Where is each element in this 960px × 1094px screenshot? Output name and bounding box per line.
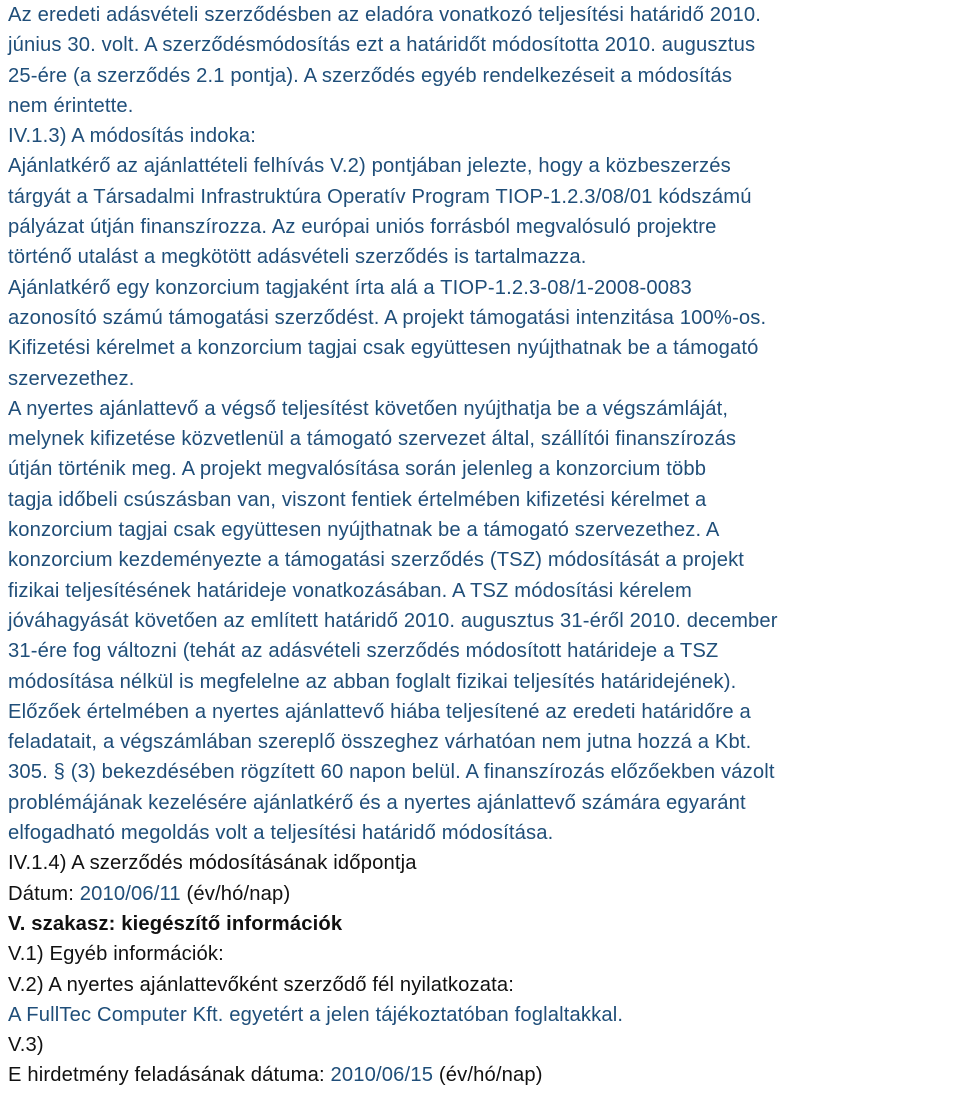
body-text-line: konzorcium kezdeményezte a támogatási szerződés (TSZ) módosítását a projekt — [8, 549, 745, 572]
body-text-line: Ajánlatkérő az ajánlattételi felhívás V.2) pontjában jelezte, hogy a közbeszerzés — [8, 155, 731, 178]
body-text-line: 305. § (3) bekezdésében rögzített 60 napon belül. A finanszírozás előzőekben vázolt — [8, 761, 775, 784]
body-text-line: azonosító számú támogatási szerződést. A projekt támogatási intenzitása 100%-os. — [8, 306, 767, 329]
section-v3-label: V.3) — [8, 1034, 44, 1057]
contract-modification-body — [8, 0, 952, 848]
date-format: (év/hó/nap) — [180, 882, 291, 905]
body-text-line: melynek kifizetése közvetlenül a támogató szervezet által, szállítói finanszírozás — [8, 428, 737, 451]
publication-date-format: (év/hó/nap) — [433, 1064, 543, 1087]
publication-date-value: 2010/06/15 — [330, 1064, 434, 1087]
body-text-line: Ajánlatkérő egy konzorcium tagjaként írta alá a TIOP-1.2.3-08/1-2008-0083 — [8, 276, 692, 299]
section-v1-label: V.1) Egyéb információk: — [8, 943, 224, 966]
section-v2-label: V.2) A nyertes ajánlattevőként szerződő fél nyilatkozata: — [8, 973, 515, 996]
publication-date-label: E hirdetmény feladásának dátuma: — [8, 1064, 331, 1087]
body-text-line: konzorcium tagjai csak együttesen nyújthatnak be a támogató szervezethez. A — [8, 519, 720, 542]
section-iv-1-4-heading: IV.1.4) A szerződés módosításának időpontja — [8, 852, 417, 875]
body-text-line: elfogadható megoldás volt a teljesítési határidő módosítása. — [8, 822, 554, 845]
body-text-line: problémájának kezelésére ajánlatkérő és a nyertes ajánlattevő számára egyaránt — [8, 791, 746, 814]
body-text-line: nem érintette. — [8, 94, 134, 117]
section-v2-text: A FullTec Computer Kft. egyetért a jelen tájékoztatóban foglaltakkal. — [8, 1003, 624, 1026]
body-text-line: szervezethez. — [8, 367, 135, 390]
body-text-line: jóváhagyását követően az említett határidő 2010. augusztus 31-éről 2010. december — [8, 609, 778, 632]
date-value: 2010/06/11 — [79, 882, 181, 905]
body-text-line: történő utalást a megkötött adásvételi szerződés is tartalmazza. — [8, 246, 587, 269]
date-label: Dátum: — [8, 882, 80, 905]
body-text-line: Az eredeti adásvételi szerződésben az eladóra vonatkozó teljesítési határidő 2010. — [8, 4, 761, 26]
body-text-line: A nyertes ajánlattevő a végső teljesítést követően nyújthatja be a végszámláját, — [8, 397, 729, 420]
modification-date-row — [8, 879, 952, 909]
body-text-line: fizikai teljesítésének határideje vonatkozásában. A TSZ módosítási kérelem — [8, 579, 692, 602]
body-text-line: feladatait, a végszámlában szereplő összeghez várhatóan nem jutna hozzá a Kbt. — [8, 731, 752, 754]
body-text-line: IV.1.3) A módosítás indoka: — [8, 125, 256, 148]
body-text-line: tárgyát a Társadalmi Infrastruktúra Operatív Program TIOP-1.2.3/08/01 kódszámú — [8, 185, 752, 208]
body-text-line: Kifizetési kérelmet a konzorcium tagjai csak együttesen nyújthatnak be a támogató — [8, 337, 759, 360]
body-text-line: pályázat útján finanszírozza. Az európai uniós forrásból megvalósuló projektre — [8, 216, 717, 239]
body-text-line: tagja időbeli csúszásban van, viszont fentiek értelmében kifizetési kérelmet a — [8, 488, 707, 511]
body-text-line: 31-ére fog változni (tehát az adásvételi szerződés módosított határideje a TSZ — [8, 640, 719, 663]
body-text-line: 25-ére (a szerződés 2.1 pontja). A szerződés egyéb rendelkezéseit a módosítás — [8, 64, 733, 87]
body-text-line: útján történik meg. A projekt megvalósítása során jelenleg a konzorcium több — [8, 458, 707, 481]
publication-date-row — [8, 1060, 952, 1090]
section-v-heading: V. szakasz: kiegészítő információk — [8, 912, 343, 935]
body-text-line: június 30. volt. A szerződésmódosítás ezt a határidőt módosította 2010. augusztus — [8, 34, 756, 57]
body-text-line: módosítása nélkül is megfelelne az abban foglalt fizikai teljesítés határidejének). — [8, 670, 737, 693]
body-text-line: Előzőek értelmében a nyertes ajánlattevő hiába teljesítené az eredeti határidőre a — [8, 700, 751, 723]
